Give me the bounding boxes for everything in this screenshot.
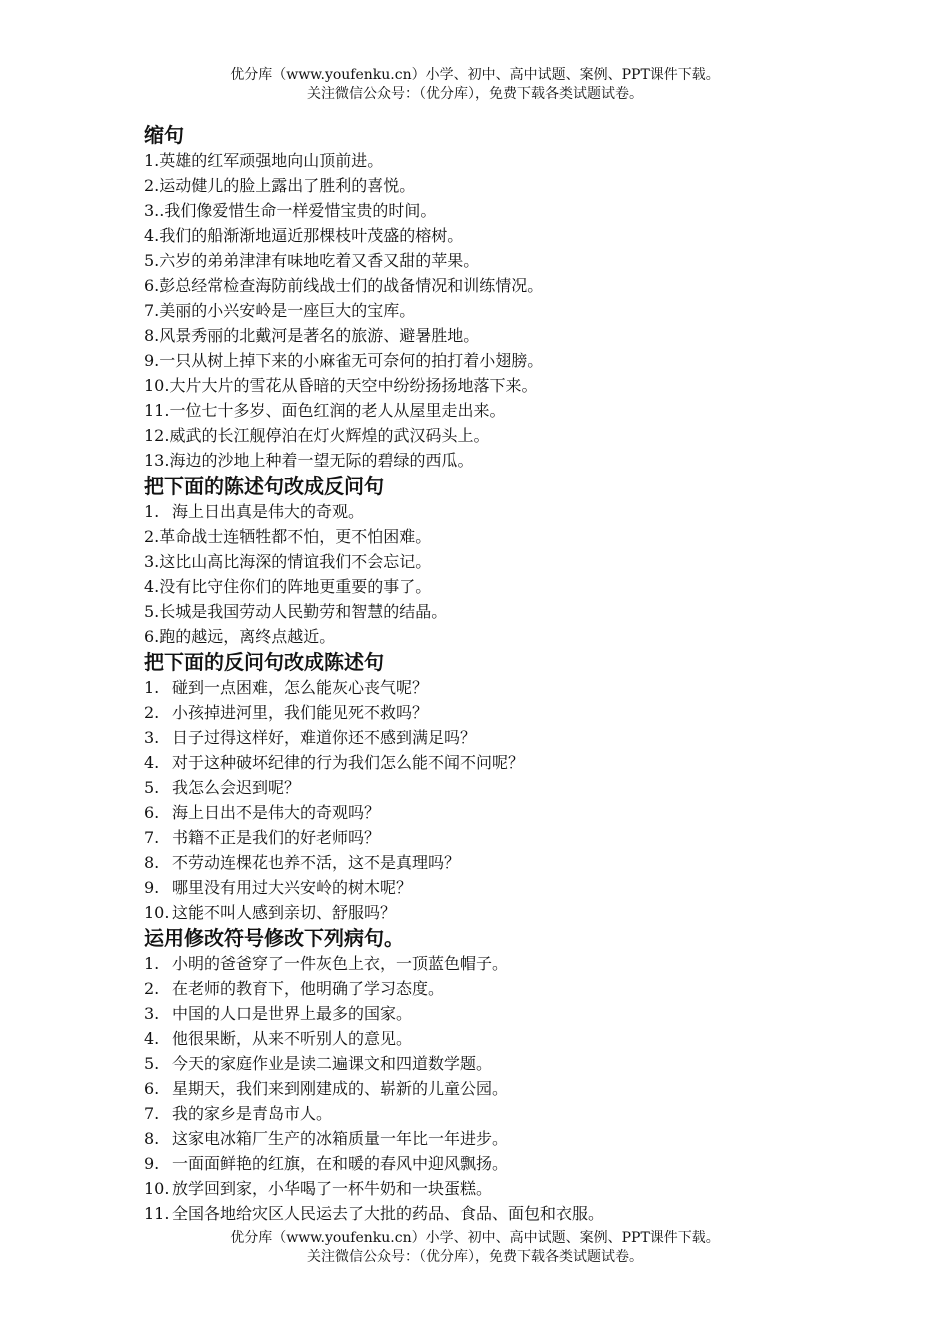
question-text: 这比山高比海深的情谊我们不会忘记。 bbox=[159, 552, 432, 571]
question-item bbox=[144, 976, 844, 1001]
question-text: 一面面鲜艳的红旗，在和暖的春风中迎风飘扬。 bbox=[172, 1154, 509, 1173]
question-number: 6. bbox=[144, 803, 160, 822]
question-text: 碰到一点困难，怎么能灰心丧气呢？ bbox=[172, 678, 429, 697]
question-number: 3. bbox=[144, 1004, 160, 1023]
question-text: 我怎么会迟到呢？ bbox=[172, 778, 301, 797]
footer-line-1: 优分库（www.youfenku.cn）小学、初中、高中试题、案例、PPT课件下载。 bbox=[230, 1230, 720, 1246]
question-text: 全国各地给灾区人民运去了大批的药品、食品、面包和衣服。 bbox=[172, 1204, 605, 1223]
question-text: 日子过得这样好，难道你还不感到满足吗？ bbox=[172, 728, 477, 747]
question-number: 11. bbox=[144, 401, 170, 420]
question-number: 5. bbox=[144, 1054, 160, 1073]
question-item bbox=[144, 1151, 844, 1176]
question-item bbox=[144, 624, 844, 649]
question-text: 星期天，我们来到刚建成的、崭新的儿童公园。 bbox=[172, 1079, 509, 1098]
question-text: 英雄的红军顽强地向山顶前进。 bbox=[159, 151, 384, 170]
question-number: 5. bbox=[144, 778, 160, 797]
question-item bbox=[144, 248, 844, 273]
question-text: 我们像爱惜生命一样爱惜宝贵的时间。 bbox=[164, 201, 437, 220]
question-number: 6. bbox=[144, 627, 160, 646]
question-number: 13. bbox=[144, 451, 170, 470]
question-number: 7. bbox=[144, 828, 160, 847]
question-item bbox=[144, 273, 844, 298]
header-line-1: 优分库（www.youfenku.cn）小学、初中、高中试题、案例、PPT课件下载。 bbox=[230, 67, 720, 83]
question-item bbox=[144, 750, 844, 775]
question-item bbox=[144, 1176, 844, 1201]
question-number: 1. bbox=[144, 151, 160, 170]
question-number: 7. bbox=[144, 1104, 160, 1123]
question-text: 没有比守住你们的阵地更重要的事了。 bbox=[159, 577, 432, 596]
question-text: 彭总经常检查海防前线战士们的战备情况和训练情况。 bbox=[159, 276, 544, 295]
question-number: 3. bbox=[144, 728, 160, 747]
question-text: 这家电冰箱厂生产的冰箱质量一年比一年进步。 bbox=[172, 1129, 509, 1148]
question-text: 我的家乡是青岛市人。 bbox=[172, 1104, 333, 1123]
question-number: 5. bbox=[144, 251, 160, 270]
question-number: 6. bbox=[144, 1079, 160, 1098]
question-item bbox=[144, 173, 844, 198]
question-number: 8. bbox=[144, 853, 160, 872]
question-number: 5. bbox=[144, 602, 160, 621]
question-number: 6. bbox=[144, 276, 160, 295]
question-item bbox=[144, 348, 844, 373]
question-item bbox=[144, 1001, 844, 1026]
question-text: 威武的长江舰停泊在灯火辉煌的武汉码头上。 bbox=[169, 426, 490, 445]
question-text: 中国的人口是世界上最多的国家。 bbox=[172, 1004, 413, 1023]
question-item bbox=[144, 1126, 844, 1151]
question-item bbox=[144, 900, 844, 925]
question-number: 8. bbox=[144, 1129, 160, 1148]
question-item bbox=[144, 1051, 844, 1076]
question-text: 今天的家庭作业是读二遍课文和四道数学题。 bbox=[172, 1054, 493, 1073]
header-line-2: 关注微信公众号：（优分库），免费下载各类试题试卷。 bbox=[307, 86, 643, 102]
question-number: 10. bbox=[144, 1179, 170, 1198]
question-item bbox=[144, 725, 844, 750]
section-title: 把下面的陈述句改成反问句 bbox=[144, 474, 384, 498]
section-title: 把下面的反问句改成陈述句 bbox=[144, 650, 384, 674]
question-item bbox=[144, 223, 844, 248]
question-text: 小孩掉进河里，我们能见死不救吗？ bbox=[172, 703, 429, 722]
question-number: 1. bbox=[144, 954, 160, 973]
question-number: 2. bbox=[144, 703, 160, 722]
question-item bbox=[144, 574, 844, 599]
question-text: 在老师的教育下，他明确了学习态度。 bbox=[172, 979, 445, 998]
question-text: 对于这种破坏纪律的行为我们怎么能不闻不问呢？ bbox=[172, 753, 525, 772]
question-item bbox=[144, 198, 844, 223]
question-text: 这能不叫人感到亲切、舒服吗？ bbox=[172, 903, 397, 922]
question-number: 11. bbox=[144, 1204, 170, 1223]
question-item bbox=[144, 148, 844, 173]
question-item bbox=[144, 599, 844, 624]
question-number: 4. bbox=[144, 1029, 160, 1048]
question-text: 风景秀丽的北戴河是著名的旅游、避暑胜地。 bbox=[159, 326, 480, 345]
question-item bbox=[144, 675, 844, 700]
question-number: 7. bbox=[144, 301, 160, 320]
question-item bbox=[144, 850, 844, 875]
question-number: 2. bbox=[144, 527, 160, 546]
section-title: 运用修改符号修改下列病句。 bbox=[144, 926, 404, 950]
question-number: 10. bbox=[144, 376, 170, 395]
worksheet-body bbox=[144, 122, 844, 1226]
question-item bbox=[144, 700, 844, 725]
question-number: 8. bbox=[144, 326, 160, 345]
question-item bbox=[144, 298, 844, 323]
question-item bbox=[144, 875, 844, 900]
question-item bbox=[144, 951, 844, 976]
question-text: 美丽的小兴安岭是一座巨大的宝库。 bbox=[159, 301, 416, 320]
question-text: 大片大片的雪花从昏暗的天空中纷纷扬扬地落下来。 bbox=[169, 376, 538, 395]
question-text: 海边的沙地上种着一望无际的碧绿的西瓜。 bbox=[169, 451, 474, 470]
question-text: 海上日出不是伟大的奇观吗？ bbox=[172, 803, 381, 822]
question-text: 他很果断，从来不听别人的意见。 bbox=[172, 1029, 413, 1048]
question-text: 一只从树上掉下来的小麻雀无可奈何的拍打着小翅膀。 bbox=[159, 351, 544, 370]
question-text: 运动健儿的脸上露出了胜利的喜悦。 bbox=[159, 176, 416, 195]
question-text: 长城是我国劳动人民勤劳和智慧的结晶。 bbox=[159, 602, 448, 621]
question-number: 4. bbox=[144, 577, 160, 596]
question-number: 1. bbox=[144, 502, 160, 521]
question-number: 2. bbox=[144, 979, 160, 998]
question-item bbox=[144, 549, 844, 574]
question-text: 海上日出真是伟大的奇观。 bbox=[172, 502, 365, 521]
question-number: 9. bbox=[144, 351, 160, 370]
question-text: 跑的越远，离终点越近。 bbox=[159, 627, 336, 646]
question-number: 9. bbox=[144, 1154, 160, 1173]
page-footer bbox=[0, 1229, 950, 1267]
question-text: 放学回到家，小华喝了一杯牛奶和一块蛋糕。 bbox=[172, 1179, 493, 1198]
question-item bbox=[144, 448, 844, 473]
page-header bbox=[0, 66, 950, 104]
question-text: 小明的爸爸穿了一件灰色上衣，一顶蓝色帽子。 bbox=[172, 954, 509, 973]
question-number: 2. bbox=[144, 176, 160, 195]
question-text: 不劳动连棵花也养不活，这不是真理吗？ bbox=[172, 853, 461, 872]
question-item bbox=[144, 1026, 844, 1051]
question-item bbox=[144, 825, 844, 850]
question-item bbox=[144, 323, 844, 348]
question-number: 10. bbox=[144, 903, 170, 922]
question-number: 9. bbox=[144, 878, 160, 897]
question-text: 六岁的弟弟津津有味地吃着又香又甜的苹果。 bbox=[159, 251, 480, 270]
question-item bbox=[144, 398, 844, 423]
question-text: 哪里没有用过大兴安岭的树木呢？ bbox=[172, 878, 413, 897]
question-text: 书籍不正是我们的好老师吗？ bbox=[172, 828, 381, 847]
question-number: 1. bbox=[144, 678, 160, 697]
question-item bbox=[144, 1201, 844, 1226]
question-number: 3.. bbox=[144, 201, 165, 220]
question-item bbox=[144, 499, 844, 524]
question-item bbox=[144, 800, 844, 825]
question-number: 3. bbox=[144, 552, 160, 571]
question-number: 4. bbox=[144, 226, 160, 245]
question-item bbox=[144, 1101, 844, 1126]
question-number: 12. bbox=[144, 426, 170, 445]
question-item bbox=[144, 775, 844, 800]
question-number: 4. bbox=[144, 753, 160, 772]
question-item bbox=[144, 373, 844, 398]
question-item bbox=[144, 423, 844, 448]
footer-line-2: 关注微信公众号：（优分库），免费下载各类试题试卷。 bbox=[307, 1249, 643, 1265]
section-title: 缩句 bbox=[144, 123, 184, 147]
question-text: 我们的船渐渐地逼近那棵枝叶茂盛的榕树。 bbox=[159, 226, 464, 245]
question-text: 一位七十多岁、面色红润的老人从屋里走出来。 bbox=[169, 401, 506, 420]
question-text: 革命战士连牺牲都不怕，更不怕困难。 bbox=[159, 527, 432, 546]
question-item bbox=[144, 1076, 844, 1101]
question-item bbox=[144, 524, 844, 549]
